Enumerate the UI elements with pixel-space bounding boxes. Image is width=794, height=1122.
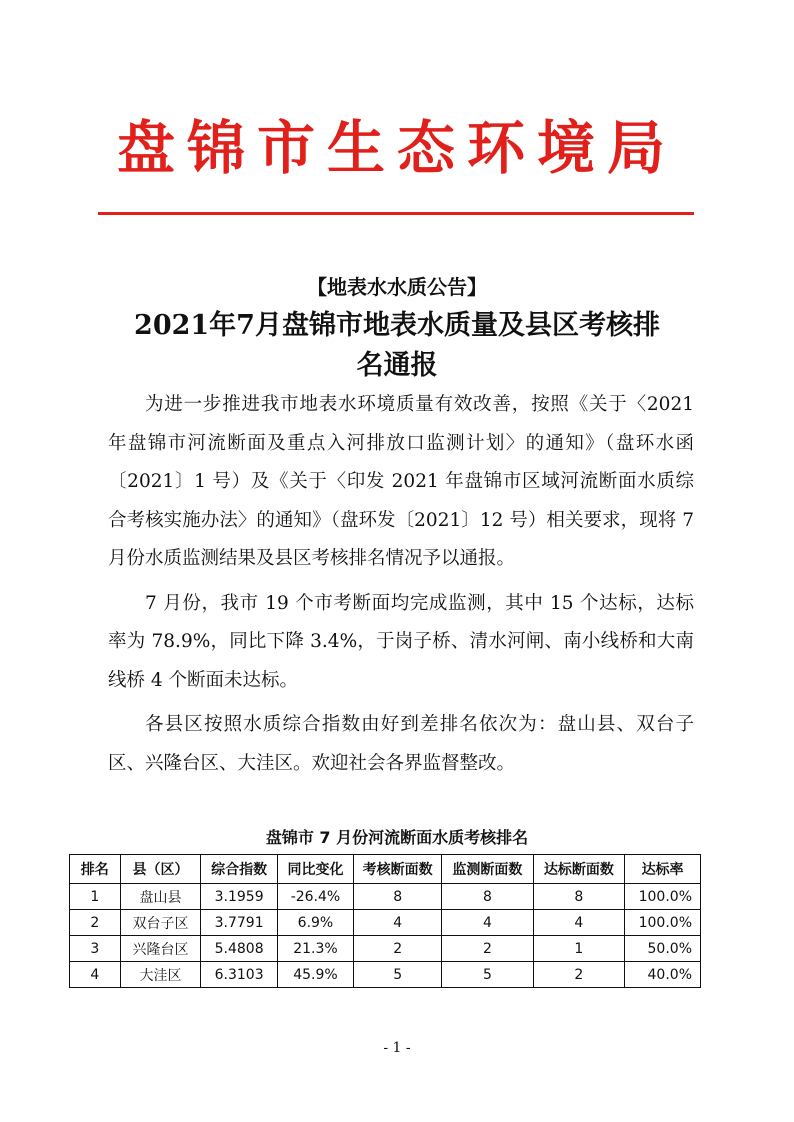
- cell-yoy-change: 6.9%: [277, 910, 353, 936]
- header-assessed-sections: 考核断面数: [354, 855, 442, 884]
- header-county: 县（区）: [120, 855, 201, 884]
- table-caption: 盘锦市 7 月份河流断面水质考核排名: [265, 828, 529, 847]
- cell-yoy-change: 45.9%: [277, 962, 353, 988]
- header-index: 综合指数: [201, 855, 277, 884]
- cell-county: 大洼区: [120, 962, 201, 988]
- cell-rank: 1: [70, 884, 121, 910]
- cell-assessed: 2: [354, 936, 442, 962]
- masthead-red-rule: [98, 212, 694, 215]
- cell-index: 5.4808: [201, 936, 277, 962]
- paragraph-july-results: 7 月份，我市 19 个市考断面均完成监测，其中 15 个达标，达标率为 78.9%，同比下降 3.4%，于岗子桥、清水河闸、南小线桥和大南线桥 4 个断面未达标。: [108, 592, 694, 691]
- header-compliant-sections: 达标断面数: [533, 855, 624, 884]
- cell-county: 双台子区: [120, 910, 201, 936]
- table-header-row: [70, 855, 701, 884]
- cell-assessed: 4: [354, 910, 442, 936]
- title-line-2: 名通报: [356, 350, 438, 381]
- table-row: [70, 910, 701, 936]
- table-row: [70, 936, 701, 962]
- page-number: - 1 -: [383, 1040, 411, 1056]
- cell-compliant: 2: [533, 962, 624, 988]
- cell-rate: 40.0%: [625, 962, 701, 988]
- document-title: [96, 306, 698, 386]
- cell-compliant: 8: [533, 884, 624, 910]
- cell-index: 3.1959: [201, 884, 277, 910]
- cell-rank: 4: [70, 962, 121, 988]
- table-row: [70, 884, 701, 910]
- cell-compliant: 4: [533, 910, 624, 936]
- header-monitored-sections: 监测断面数: [442, 855, 533, 884]
- cell-yoy-change: 21.3%: [277, 936, 353, 962]
- cell-monitored: 2: [442, 936, 533, 962]
- cell-rate: 100.0%: [625, 884, 701, 910]
- cell-monitored: 8: [442, 884, 533, 910]
- notice-category-tag: 【地表水水质公告】: [307, 275, 487, 299]
- cell-rate: 50.0%: [625, 936, 701, 962]
- ranking-table: [69, 854, 701, 988]
- table-row: [70, 962, 701, 988]
- cell-county: 盘山县: [120, 884, 201, 910]
- cell-rank: 2: [70, 910, 121, 936]
- title-line-1: 2021年7月盘锦市地表水质量及县区考核排: [134, 310, 660, 341]
- paragraph-intro: 为进一步推进我市地表水环境质量有效改善，按照《关于〈2021 年盘锦市河流断面及重点入河排放口监测计划〉的通知》（盘环水函〔2021〕1 号）及《关于〈印发 2021 年盘锦市区域河流断面水质综合考核实施办法〉的通知》（盘环发〔2021〕12 号）相关要求，现将 7 月份水质监测结果及县区考核排名情况予以通报。: [108, 394, 694, 569]
- document-body: [108, 386, 694, 789]
- cell-index: 6.3103: [201, 962, 277, 988]
- cell-compliant: 1: [533, 936, 624, 962]
- header-yoy-change: 同比变化: [277, 855, 353, 884]
- cell-rank: 3: [70, 936, 121, 962]
- header-compliance-rate: 达标率: [625, 855, 701, 884]
- cell-assessed: 5: [354, 962, 442, 988]
- agency-masthead: 盘锦市生态环境局: [116, 114, 677, 182]
- cell-monitored: 5: [442, 962, 533, 988]
- header-rank: 排名: [70, 855, 121, 884]
- paragraph-ranking: 各县区按照水质综合指数由好到差排名依次为：盘山县、双台子区、兴隆台区、大洼区。欢迎社会各界监督整改。: [108, 714, 694, 774]
- cell-county: 兴隆台区: [120, 936, 201, 962]
- cell-monitored: 4: [442, 910, 533, 936]
- cell-yoy-change: -26.4%: [277, 884, 353, 910]
- cell-index: 3.7791: [201, 910, 277, 936]
- cell-assessed: 8: [354, 884, 442, 910]
- cell-rate: 100.0%: [625, 910, 701, 936]
